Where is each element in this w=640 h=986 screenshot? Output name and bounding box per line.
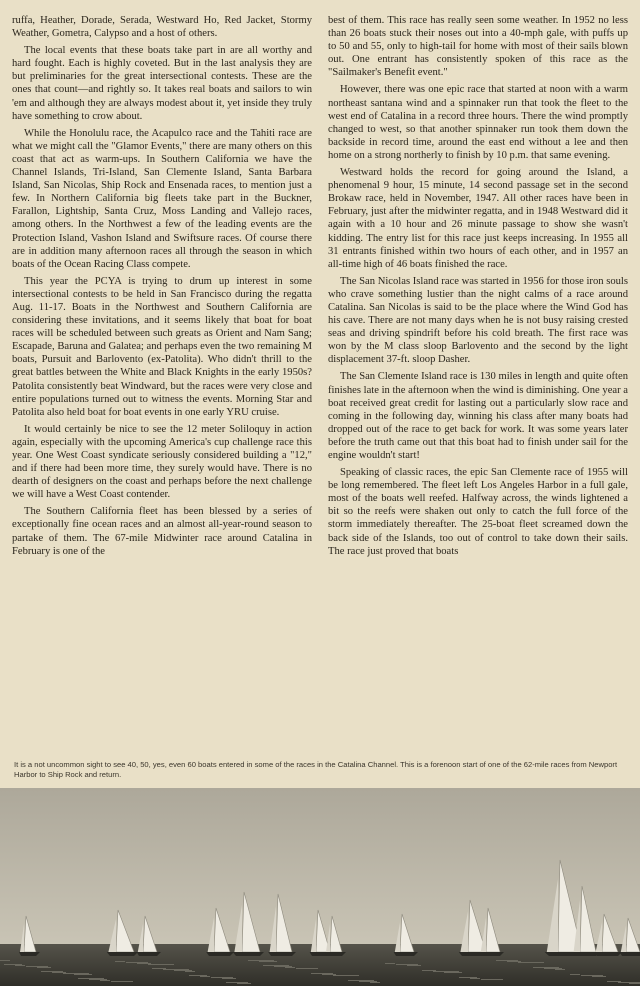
wave-ripple: [111, 981, 133, 982]
wave-ripple: [518, 962, 544, 963]
wave-ripple: [422, 970, 436, 971]
left-column: [12, 14, 312, 744]
wave-ripple: [0, 960, 10, 961]
hull: [137, 952, 161, 956]
wave-ripple: [100, 980, 110, 981]
wave-ripple: [333, 975, 359, 976]
wave-ripple: [618, 982, 640, 983]
wave-ripple: [211, 977, 233, 978]
wave-ripple: [407, 965, 421, 966]
paragraph: The Southern California fleet has been blessed by a series of exceptionally fine ocean races and an almost all-year-round season to partake of them. The 67-mile Midwinter race around Catalina in February is one of the: [12, 506, 312, 557]
hull: [107, 952, 138, 956]
wave-ripple: [544, 968, 562, 969]
wave-ripple: [481, 979, 503, 980]
wave-ripple: [507, 961, 521, 962]
wave-ripple: [37, 967, 51, 968]
paragraph: The San Nicolas Island race was started in 1956 for those iron souls who crave something lustier than the night calms of a race around Catalina. San Nicolas is said to be the place where the Wind God has his cave. There are not many days when he is not busy raising crested seas and driving spindrift before his cold breath. The first race was won by the M class sloop Barlovento and the second by the light displacement 37-ft. sloop Dasher.: [328, 275, 628, 366]
paragraph: Westward holds the record for going around the Island, a phenomenal 9 hour, 15 minute, 14 second passage set in the second Brokaw race, held in November, 1947. All other races have been in February, just after the midwinter regatta, and in 1948 Westward did it again with a 10 hour and 26 minute passage to show she wasn't kidding. The entry list for this race just keeps increasing. In 1955 all 31 entrants finished within two hours of each other, and in 1957 an all-time high of 46 boats finished the race.: [328, 167, 628, 270]
wave-ripple: [259, 961, 277, 962]
wave-ripple: [533, 967, 559, 968]
hull: [233, 952, 264, 956]
sailboat-fleet-photo: [0, 788, 640, 986]
wave-ripple: [126, 962, 148, 963]
wave-ripple: [200, 976, 210, 977]
wave-ripple: [163, 969, 189, 970]
wave-ripple: [15, 965, 25, 966]
wave-ripple: [185, 971, 195, 972]
paragraph: ruffa, Heather, Dorade, Serada, Westward Ho, Red Jacket, Stormy Weather, Gometra, Calypso and a host of others.: [12, 15, 312, 40]
hull: [594, 952, 622, 956]
wave-ripple: [63, 973, 89, 974]
article-columns: [12, 14, 628, 744]
wave-ripple: [592, 976, 606, 977]
wave-ripple: [52, 972, 66, 973]
hull: [206, 952, 234, 956]
wave-ripple: [629, 983, 640, 984]
wave-ripple: [4, 964, 22, 965]
wave-ripple: [274, 966, 292, 967]
wave-ripple: [396, 964, 418, 965]
wave-ripple: [189, 975, 207, 976]
sailboat-photo-svg: [0, 788, 640, 986]
paragraph: While the Honolulu race, the Acapulco race and the Tahiti race are what we might call the "Glamor Events," there are many others on this coast that act as warm-ups. In Southern California we have the Channel Islands, Tri-Island, San Clemente Island, Santa Barbara Island, San Nicolas, Ship Rock and Ensenada races, to mention just a few. In Northern California big fleets take part in the Buckner, Farallon, Lightship, Santa Cruz, Moss Landing and Vallejo races, among others. In the Northwest a few of the leading events are the Protection Island, Vashon Island and Swiftsure races. Of course there are in addition many afternoon races all through the season in which boats of the Ocean Racing Class compete.: [12, 127, 312, 270]
wave-ripple: [115, 961, 125, 962]
wave-ripple: [285, 967, 295, 968]
wave-ripple: [263, 965, 289, 966]
hull: [268, 952, 296, 956]
wave-ripple: [152, 968, 166, 969]
paragraph: Speaking of classic races, the epic San Clemente race of 1955 will be long remembered. The fleet left Los Angeles Harbor in a full gale, most of the boats well reefed. Halfway across, the winds lightened a bit so the reefs were shaken out only to catch the full force of the storm immediately thereafter. The 25-boat fleet screamed down the back side of the Islands, too out of control to take down their sails. The race just proved that boats: [328, 467, 628, 557]
paragraph: best of them. This race has really seen some weather. In 1952 no less than 26 boats stuck their noses out into a 40-mph gale, with puffs up to 50 and 55, only to high-tail for home with most of their sails blown out. One entrant has consistently spoken of this race as the "Sailmaker's Benefit event.": [328, 15, 628, 79]
wave-ripple: [370, 982, 380, 983]
wave-ripple: [174, 970, 192, 971]
wave-ripple: [607, 981, 621, 982]
wave-ripple: [311, 973, 333, 974]
wave-ripple: [496, 960, 518, 961]
wave-ripple: [74, 974, 92, 975]
wave-ripple: [296, 968, 318, 969]
wave-ripple: [385, 963, 395, 964]
wave-ripple: [41, 971, 63, 972]
wave-ripple: [459, 977, 477, 978]
wave-ripple: [348, 980, 374, 981]
wave-ripple: [137, 963, 151, 964]
wave-ripple: [26, 966, 48, 967]
paragraph: It would certainly be nice to see the 12 meter Soliloquy in action again, especially with the upcoming America's cup challenge race this year. One West Coast syndicate seriously considered building a "12," and if there had been more time, they surely would have. There is no dearth of designers on the coast and perhaps before the next challenge we will have a West Coast contender.: [12, 423, 312, 501]
paragraph: This year the PCYA is trying to drum up interest in some intersectional contests to be held in San Francisco during the regatta Aug. 11-17. Boats in the Northwest and Southern California are considering these invitations, and it seems likely that boat for boat races will be scheduled between such greats as Orient and Nam Sang; Escapade, Baruna and Galatea; and perhaps even the two remaining M boats, Pursuit and Barlovento (ex-Patolita). Who didn't thrill to the great battles between the White and Black Knights in the early 1950s? Patolita consistently beat Windward, but the races were very close and entire populations turned out to witness the events. Morning Star and Patolita also held boat for boat events in one early YRU cruise.: [12, 275, 312, 418]
paragraph: The San Clemente Island race is 130 miles in length and quite often finishes late in the afternoon when the wind is diminishing. One year a boat received great credit for lasting out a particularly slow race and coming in the following day, winning his class after many boats had dropped out of the race to get back for work. It was some years later before the truth came out that this boat had to finish under sail for the engine wouldn't start!: [328, 371, 628, 461]
wave-ripple: [433, 971, 459, 972]
wave-ripple: [237, 983, 251, 984]
wave-ripple: [222, 978, 236, 979]
wave-ripple: [89, 979, 107, 980]
wave-ripple: [148, 964, 174, 965]
wave-ripple: [322, 974, 336, 975]
wave-ripple: [570, 974, 580, 975]
wave-ripple: [444, 972, 462, 973]
photo-caption: It is a not uncommon sight to see 40, 50, yes, even 60 boats entered in some of the races in the Catalina Channel. This is a forenoon start of one of the 62-mile races from Newport Harbor to Ship Rock and return.: [14, 760, 618, 779]
wave-ripple: [359, 981, 377, 982]
hull: [394, 952, 418, 956]
wave-ripple: [248, 960, 274, 961]
wave-ripple: [555, 969, 565, 970]
right-column: [328, 14, 628, 744]
paragraph: However, there was one epic race that started at noon with a warm northeast santana wind and a spinnaker run that took the fleet to the west end of Catalina in a record three hours. There the wind promptly changed to west, so that another spinnaker run took them down the backside in record time, around the east end without a lee and then home on a strong northerly to finish by 10 p.m. that same evening.: [328, 84, 628, 161]
paragraph: The local events that these boats take part in are all worthy and hard fought. Each is highly coveted. But in the last analysis they are but preliminaries for the great intersectional contests. These are the ones that count—and rightly so. It takes real boats and sailors to win 'em and although they are always modest about it, yet inside they truly have something to crow about.: [12, 45, 312, 122]
hull: [480, 952, 504, 956]
hull: [620, 952, 640, 956]
wave-ripple: [470, 978, 480, 979]
wave-ripple: [78, 978, 104, 979]
wave-ripple: [581, 975, 603, 976]
wave-ripple: [226, 982, 248, 983]
